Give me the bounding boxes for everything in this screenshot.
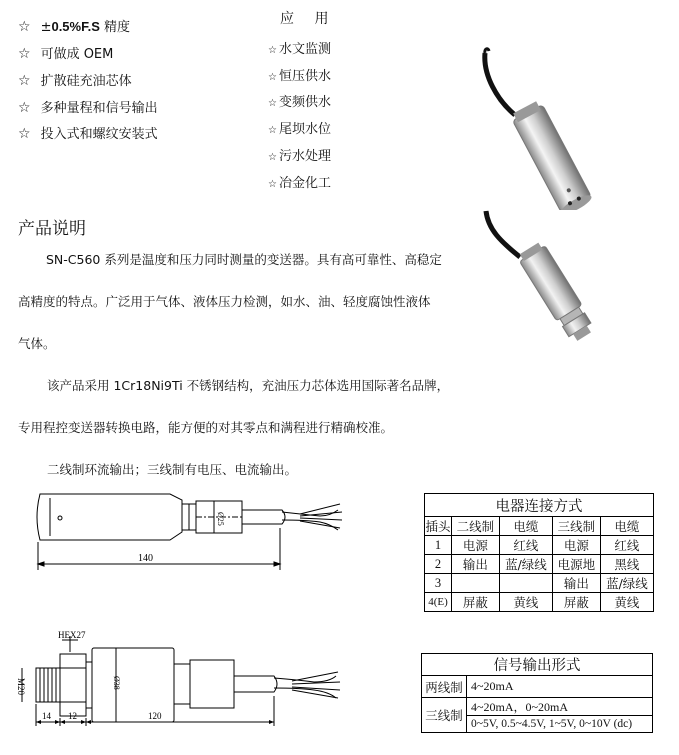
table-header: 电缆	[600, 517, 653, 536]
diameter-dimension-label: Ø25	[216, 512, 225, 526]
star-icon: ☆	[268, 179, 277, 190]
feature-item: ☆ 投入式和螺纹安装式	[18, 126, 158, 142]
application-item: ☆ 水文监测	[268, 42, 331, 57]
threaded-dimension-drawing	[14, 626, 354, 731]
length-dimension-label: 140	[138, 553, 153, 564]
table-header: 三线制	[552, 517, 600, 536]
feature-item: ☆ 扩散硅充油芯体	[18, 73, 132, 89]
submersible-sensor-photo	[455, 45, 630, 210]
wiring-table-title: 电器连接方式	[425, 494, 654, 517]
description-text: 高精度的特点。广泛用于气体、液体压力检测，如水、油、轻度腐蚀性液体	[18, 294, 431, 309]
table-row: 1 电源 红线 电源 红线	[425, 536, 654, 555]
table-header: 插头	[425, 517, 452, 536]
star-icon: ☆	[18, 126, 31, 142]
hex-label: HEX27	[58, 630, 86, 640]
application-item: ☆ 尾坝水位	[268, 122, 331, 137]
table-header: 电缆	[499, 517, 552, 536]
dimension-label: 12	[68, 711, 77, 721]
table-row: 两线制 4~20mA	[422, 676, 653, 698]
body-diameter-label: Ø38	[112, 676, 121, 690]
star-icon: ☆	[18, 100, 31, 116]
table-row: 0~5V, 0.5~4.5V, 1~5V, 0~10V (dc)	[422, 716, 653, 733]
feature-item: ☆ 多种量程和信号输出	[18, 100, 158, 116]
star-icon: ☆	[18, 19, 31, 35]
star-icon: ☆	[18, 46, 31, 62]
dimension-label: 120	[148, 711, 162, 721]
description-title: 产品说明	[18, 219, 86, 239]
application-item: ☆ 冶金化工	[268, 176, 331, 191]
signal-output-table	[421, 653, 653, 733]
star-icon: ☆	[268, 152, 277, 163]
submersible-dimension-drawing	[20, 480, 350, 580]
feature-item: ☆ ±0.5%F.S 精度	[18, 19, 131, 35]
application-item: ☆ 变频供水	[268, 95, 331, 110]
table-row: 4(E) 屏蔽 黄线 屏蔽 黄线	[425, 593, 654, 612]
table-row: 3 输出 蓝/绿线	[425, 574, 654, 593]
applications-title: 应 用	[280, 11, 337, 27]
feature-item: ☆ 可做成 OEM	[18, 46, 114, 62]
table-row: 三线制 4~20mA，0~20mA	[422, 698, 653, 716]
star-icon: ☆	[268, 98, 277, 109]
table-header: 二线制	[452, 517, 500, 536]
star-icon: ☆	[268, 125, 277, 136]
wiring-table	[424, 493, 654, 612]
description-text: 该产品采用 1Cr18Ni9Ti 不锈钢结构，充油压力芯体选用国际著名品牌，	[47, 378, 450, 393]
threaded-sensor-photo	[470, 205, 630, 345]
description-text: SN-C560 系列是温度和压力同时测量的变送器。具有高可靠性、高稳定	[46, 252, 442, 267]
description-text: 专用程控变送器转换电路，能方便的对其零点和满程进行精确校准。	[18, 420, 394, 435]
table-row: 2 输出 蓝/绿线 电源地 黑线	[425, 555, 654, 574]
description-text: 二线制环流输出；三线制有电压、电流输出。	[47, 462, 298, 477]
thread-label: M20	[16, 678, 26, 696]
star-icon: ☆	[18, 73, 31, 89]
application-item: ☆ 污水处理	[268, 149, 331, 164]
signal-table-title: 信号输出形式	[422, 654, 653, 676]
dimension-label: 14	[42, 711, 51, 721]
description-text: 气体。	[18, 336, 56, 351]
star-icon: ☆	[268, 72, 277, 83]
star-icon: ☆	[268, 45, 277, 56]
application-item: ☆ 恒压供水	[268, 69, 331, 84]
